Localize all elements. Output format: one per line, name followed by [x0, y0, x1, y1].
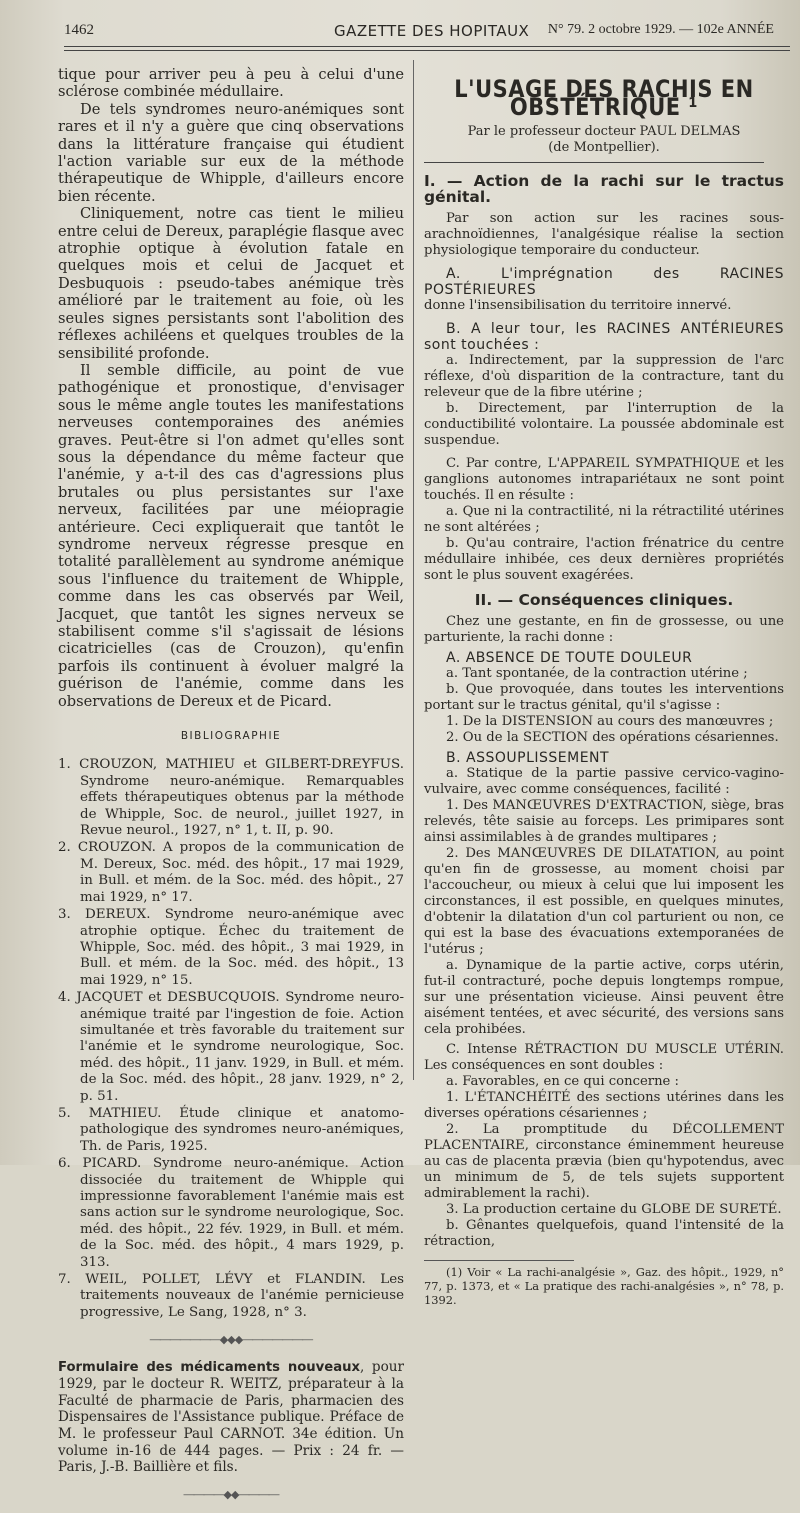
- page-header: [64, 22, 780, 44]
- bibliography-item: 6. PICARD. Syndrome neuro-anémique. Action dissociée du traitement de Whipple qui impressionne favorablement l'anémie mais est sans action sur le syndrome neurologique, Soc. méd. des hôpit., 22 fév. 1929, in Bull. et mém. de la Soc. méd. des hôpit., 4 mars 1929, p. 313.: [58, 1156, 404, 1270]
- section-heading: I. — Action de la rachi sur le tractus génital.: [424, 172, 784, 206]
- paragraph: a. Que ni la contractilité, ni la rétractilité utérines ne sont altérées ;: [424, 504, 784, 535]
- article-title: L'USAGE DES RACHIS EN OBSTÉTRIQUE ¹: [454, 75, 754, 121]
- bibliography-item: 3. DEREUX. Syndrome neuro-anémique avec atrophie optique. Échec du traitement de Whipple, Soc. méd. des hôpit., 3 mai 1929, in Bull. et mém. de la Soc. méd. des hôpit., 13 mai 1929, n° 15.: [58, 907, 404, 988]
- paragraph: 1. L'ÉTANCHÉITÉ des sections utérines dans les diverses opérations césariennes ;: [424, 1090, 784, 1121]
- bibliography-item: 2. CROUZON. A propos de la communication de M. Dereux, Soc. méd. des hôpit., 17 mai 1929, in Bull. et mém. de la Soc. méd. des hôpit., 27 mai 1929, n° 17.: [58, 840, 404, 905]
- paragraph: b. Gênantes quelquefois, quand l'intensité de la rétraction,: [424, 1218, 784, 1249]
- bibliography-item: 4. JACQUET et DESBUCQUOIS. Syndrome neuro-anémique traité par l'ingestion de foie. Action simultanée et très favorable du traitement sur l'anémie et le syndrome neurologique, Soc. méd. des hôpit., 11 janv. 1929, in Bull. et mém. de la Soc. méd. des hôpit., 28 janv. 1929, n° 2, p. 51.: [58, 990, 404, 1104]
- paragraph: 2. Ou de la SECTION des opérations césariennes.: [446, 730, 779, 745]
- paragraph: 3. La production certaine du GLOBE DE SURETÉ.: [446, 1202, 782, 1217]
- right-column: [424, 66, 784, 1307]
- subsection-heading: B. ASSOUPLISSEMENT: [446, 750, 610, 766]
- paragraph: 2. La promptitude du DÉCOLLEMENT PLACENTAIRE, circonstance éminemment heureuse au cas de placenta prævia (bien qu'hypotendus, avec un minimum de 5, de tels sujets supportent admirablement la rachi).: [424, 1122, 784, 1201]
- column-separator: [413, 60, 414, 1080]
- paragraph: donne l'insensibilisation du territoire innervé.: [424, 298, 732, 313]
- paragraph: 1. Des MANŒUVRES D'EXTRACTION, siège, bras relevés, tête saisie au forceps. Les primipares sont ainsi assimilables à de grandes multipares ;: [424, 798, 784, 845]
- ornament-divider: ――――◆◆――――: [183, 1487, 279, 1501]
- paragraph: Il semble difficile, au point de vue pathogénique et pronostique, d'envisager sous le même angle toutes les manifestations nerveuses contemporaines des anémies graves. Peut-être si l'on admet qu'elles sont sous la dépendance du même facteur que l'anémie, y a-t-il des cas d'agressions plus brutales ou plus persistantes sur l'axe nerveux, facilitées par une méiopragie antérieure. Ceci expliquerait que tantôt le syndrome nerveux régresse presque en totalité parallèlement au syndrome anémique sous l'influence du traitement de Whipple, comme dans les cas observés par Weil, Jacquet, que tantôt les signes nerveux se stabilisent comme s'il s'agissait de lésions cicatricielles (cas de Crouzon), qu'enfin parfois ils continuent à évoluer malgré la guérison de l'anémie, comme dans les observations de Dereux et de Picard.: [58, 361, 404, 710]
- left-column: [58, 66, 404, 1513]
- subsection-heading: B. A leur tour, les RACINES ANTÉRIEURES sont touchées :: [424, 321, 784, 353]
- paragraph: Par son action sur les racines sous-arachnoïdiennes, l'analgésique réalise la section physiologique temporaire du conducteur.: [424, 211, 784, 258]
- footnote-rule: [424, 1260, 574, 1261]
- journal-title: GAZETTE DES HOPITAUX: [334, 22, 530, 40]
- subsection-heading: C. Intense RÉTRACTION DU MUSCLE UTÉRIN. Les conséquences en sont doubles :: [424, 1042, 784, 1073]
- bibliography-heading: BIBLIOGRAPHIE: [180, 730, 282, 743]
- book-notice-body: , pour 1929, par le docteur R. WEITZ, préparateur à la Faculté de pharmacie de Paris, pharmacien des Dispensaires de l'Assistance publique. Préface de M. le professeur Paul CARNOT. 34e édition. Un volume in-16 de 444 pages. — Prix : 24 fr. — Paris, J.-B. Baillière et fils.: [58, 1358, 405, 1476]
- paragraph: Chez une gestante, en fin de grossesse, ou une parturiente, la rachi donne :: [424, 614, 784, 645]
- subsection-heading: A. ABSENCE DE TOUTE DOULEUR: [446, 650, 693, 666]
- book-notice: [58, 1359, 404, 1476]
- bibliography-item: 7. WEIL, POLLET, LÉVY et FLANDIN. Les traitements nouveaux de l'anémie pernicieuse progressive, Le Sang, 1928, n° 3.: [58, 1272, 404, 1320]
- paragraph: Cliniquement, notre cas tient le milieu entre celui de Dereux, paraplégie flasque avec atrophie optique à évolution fatale en quelques mois et celui de Jacquet et Desbuquois : pseudo-tabes anémique très amélioré par le traitement au foie, où les seules signes persistants sont l'abolition des réflexes achiléens et quelques troubles de la sensibilité profonde.: [58, 205, 404, 362]
- bibliography-item: 5. MATHIEU. Étude clinique et anatomo-pathologique des syndromes neuro-anémiques, Th. de Paris, 1925.: [58, 1105, 404, 1154]
- paragraph: a. Indirectement, par la suppression de l'arc réflexe, d'où disparition de la contracture, tant du releveur que de la fibre utérine ;: [424, 353, 784, 400]
- bibliography-item: 1. CROUZON, MATHIEU et GILBERT-DREYFUS. Syndrome neuro-anémique. Remarquables effets thérapeutiques obtenus par la méthode de Whipple, Soc. de neurol., juillet 1927, in Revue neurol., 1927, n° 1, t. II, p. 90.: [58, 757, 404, 839]
- header-rule-2: [64, 50, 790, 51]
- paragraph: 2. Des MANŒUVRES DE DILATATION, au point qu'en fin de grossesse, au moment choisi par l'accoucheur, ou mieux à celui que lui imposent les circonstances, il est possible, en quelques minutes, d'obtenir la dilatation d'un col parturient ou non, ce qui est la base des évacuations extemporanées de l'utérus ;: [424, 846, 784, 957]
- paragraph: a. Statique de la partie passive cervico-vagino-vulvaire, avec comme conséquences, facilité :: [424, 766, 784, 797]
- paragraph: a. Favorables, en ce qui concerne :: [446, 1074, 679, 1089]
- paragraph: b. Qu'au contraire, l'action frénatrice du centre médullaire inhibée, ces deux dernières propriétés sont le plus souvent exagérées.: [424, 536, 784, 583]
- paragraph: b. Que provoquée, dans toutes les interventions portant sur le tractus génital, qu'il s'agisse :: [424, 682, 784, 713]
- byline: Par le professeur docteur PAUL DELMAS: [467, 124, 741, 139]
- paragraph: b. Directement, par l'interruption de la conductibilité volontaire. La poussée abdominale est suspendue.: [424, 401, 784, 448]
- title-rule: [424, 162, 764, 163]
- paragraph: De tels syndromes neuro-anémiques sont rares et il n'y a guère que cinq observations dans la littérature française qui étudient l'action variable sur eux de la méthode thérapeutique de Whipple, d'ailleurs encore bien récente.: [58, 100, 404, 205]
- ornament-divider: ―――――――◆◆◆―――――――: [149, 1333, 313, 1347]
- section-heading: II. — Conséquences cliniques.: [474, 591, 734, 609]
- page-number: 1462: [64, 22, 94, 38]
- byline-affiliation: (de Montpellier).: [548, 140, 660, 155]
- paragraph: 1. De la DISTENSION au cours des manœuvres ;: [446, 714, 774, 729]
- paragraph: tique pour arriver peu à peu à celui d'une sclérose combinée médullaire.: [58, 66, 404, 101]
- issue-date: N° 79. 2 octobre 1929. — 102e ANNÉE: [547, 22, 774, 37]
- subsection-heading: A. L'imprégnation des RACINES POSTÉRIEURES: [424, 266, 784, 298]
- paragraph: a. Tant spontanée, de la contraction utérine ;: [446, 666, 748, 681]
- paragraph: a. Dynamique de la partie active, corps utérin, fut-il contracturé, poche depuis longtemps rompue, sur une présentation vicieuse. Ainsi peuvent être aisément tentées, et avec sécurité, des versions sans cela prohibées.: [424, 958, 784, 1037]
- footnote: (1) Voir « La rachi-analgésie », Gaz. des hôpit., 1929, n° 77, p. 1373, et « La pratique des rachi-analgésies », n° 78, p. 1392.: [424, 1265, 784, 1307]
- header-rule: [64, 46, 790, 47]
- paragraph: C. Par contre, L'APPAREIL SYMPATHIQUE et les ganglions autonomes intrapariétaux ne sont point touchés. Il en résulte :: [424, 456, 784, 503]
- book-notice-title: Formulaire des médicaments nouveaux: [58, 1359, 360, 1375]
